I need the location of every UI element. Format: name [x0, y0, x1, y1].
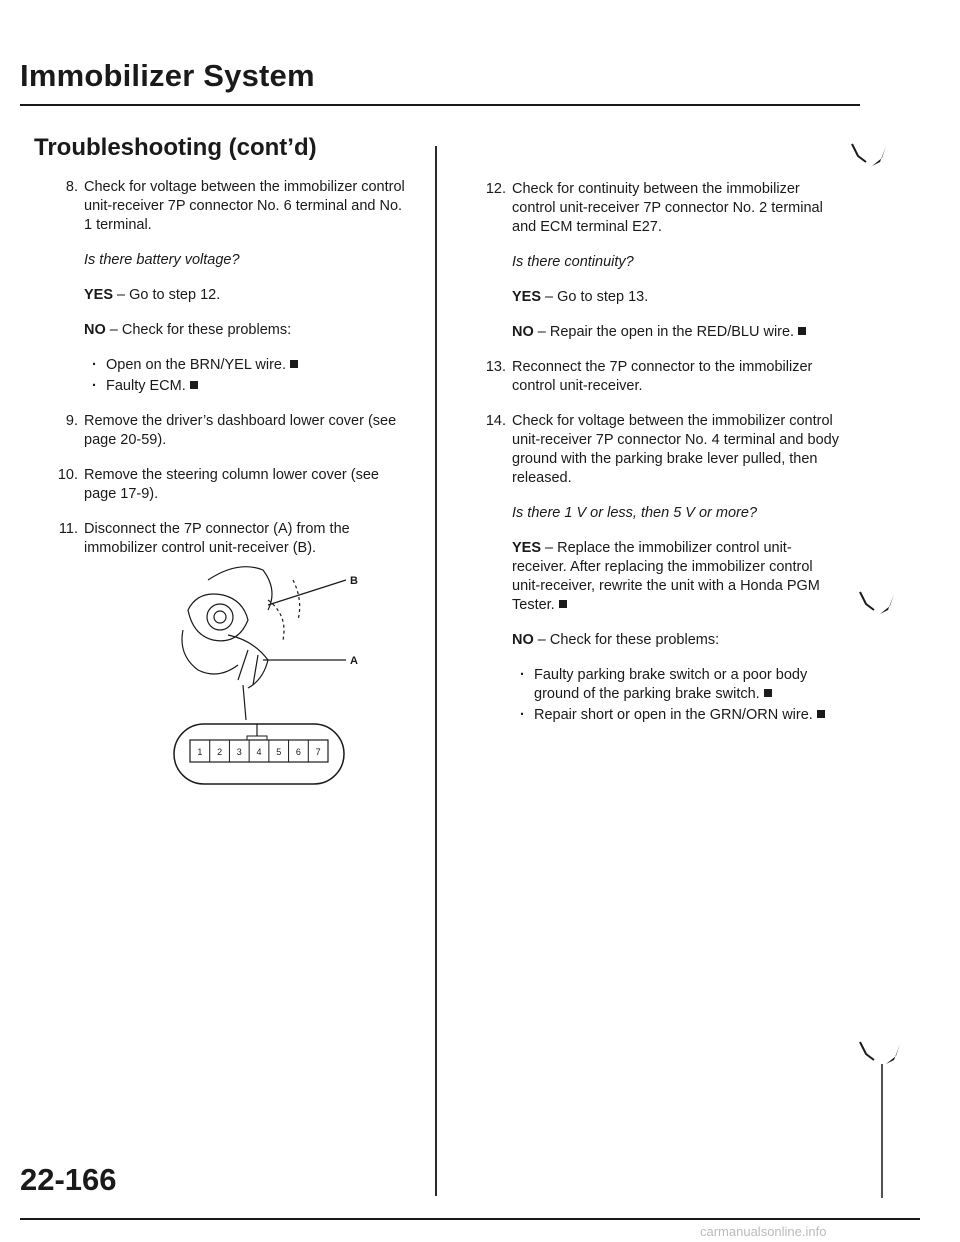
- terminal-number: 2: [217, 747, 223, 757]
- list-item: · Open on the BRN/YEL wire.: [92, 356, 406, 375]
- step-number: 8.: [65, 179, 78, 195]
- terminal-number: 6: [295, 747, 301, 757]
- callout-label-b: B: [350, 575, 358, 587]
- step-number: 13.: [485, 359, 506, 375]
- yes-answer: YES – Go to step 13.: [512, 289, 649, 305]
- page-tab-mark-top: [850, 142, 890, 172]
- end-mark-icon: [190, 381, 198, 389]
- step-question: Is there 1 V or less, then 5 V or more?: [512, 505, 758, 521]
- yes-answer: YES – Go to step 12.: [84, 287, 221, 303]
- step-question: Is there battery voltage?: [84, 252, 240, 268]
- step-text: Reconnect the 7P connector to the immobilizer control unit-receiver.: [512, 359, 813, 394]
- step-text: Disconnect the 7P connector (A) from the immobilizer control unit-receiver (B).: [84, 521, 350, 556]
- page-number: 22-166: [20, 1162, 117, 1197]
- end-mark-icon: [798, 327, 806, 335]
- no-answer: NO – Check for these problems:: [84, 322, 292, 338]
- section-title: Troubleshooting (cont’d): [34, 134, 317, 161]
- step-text: Remove the driver’s dashboard lower cover (see page 20-59).: [84, 413, 397, 448]
- step-13: [484, 358, 844, 396]
- step-text: Remove the steering column lower cover (see page 17-9).: [84, 467, 379, 502]
- step-10: [56, 466, 406, 504]
- step-9: [56, 412, 406, 450]
- footer-rule: [20, 1218, 920, 1220]
- step-number: 11.: [58, 521, 78, 537]
- right-column: [484, 180, 844, 741]
- page-tab-mark-bottom: [858, 1040, 908, 1200]
- end-mark-icon: [559, 600, 567, 608]
- end-mark-icon: [290, 360, 298, 368]
- column-divider: [435, 146, 437, 1196]
- terminal-number: 7: [315, 747, 321, 757]
- left-column: [56, 178, 406, 574]
- list-item: · Faulty parking brake switch or a poor body ground of the parking brake switch.: [520, 666, 844, 704]
- step-text: Check for continuity between the immobilizer control unit-receiver 7P connector No. 2 terminal and ECM terminal E27.: [512, 181, 823, 235]
- step-number: 9.: [65, 413, 78, 429]
- end-mark-icon: [817, 710, 825, 718]
- terminal-number: 3: [236, 747, 242, 757]
- callout-label-a: A: [350, 655, 358, 667]
- terminal-number: 5: [276, 747, 282, 757]
- no-answer: NO – Repair the open in the RED/BLU wire.: [512, 323, 844, 342]
- step-14: [484, 412, 844, 488]
- step-8: [56, 178, 406, 235]
- terminal-number: 1: [197, 747, 203, 757]
- problem-list: [92, 356, 406, 396]
- problem-list: [520, 666, 844, 725]
- connector-illustration: [168, 560, 368, 720]
- step-text: Check for voltage between the immobilizer control unit-receiver 7P connector No. 6 terminal and No. 1 terminal.: [84, 179, 405, 233]
- step-text: Check for voltage between the immobilizer control unit-receiver 7P connector No. 4 terminal and body ground with the parking brake lever pulled, then released.: [512, 413, 839, 486]
- list-item: · Faulty ECM.: [92, 377, 406, 396]
- step-number: 10.: [57, 467, 78, 483]
- list-item: · Repair short or open in the GRN/ORN wire.: [520, 706, 844, 725]
- page-tab-mark-middle: [858, 590, 898, 620]
- step-number: 12.: [485, 181, 506, 197]
- page-title: Immobilizer System: [20, 58, 315, 93]
- end-mark-icon: [764, 689, 772, 697]
- no-answer: NO – Check for these problems:: [512, 632, 720, 648]
- yes-answer: YES – Replace the immobilizer control unit-receiver. After replacing the immobilizer control unit-receiver, rewrite the unit with a Honda PGM Tester.: [512, 540, 820, 613]
- connector-terminal-diagram: [172, 722, 346, 786]
- step-question: Is there continuity?: [512, 254, 634, 270]
- step-12: [484, 180, 844, 237]
- step-number: 14.: [485, 413, 506, 429]
- header-rule: [20, 104, 860, 106]
- step-11: [56, 520, 406, 558]
- terminal-number: 4: [256, 747, 262, 757]
- watermark-text: carmanualsonline.info: [700, 1224, 827, 1239]
